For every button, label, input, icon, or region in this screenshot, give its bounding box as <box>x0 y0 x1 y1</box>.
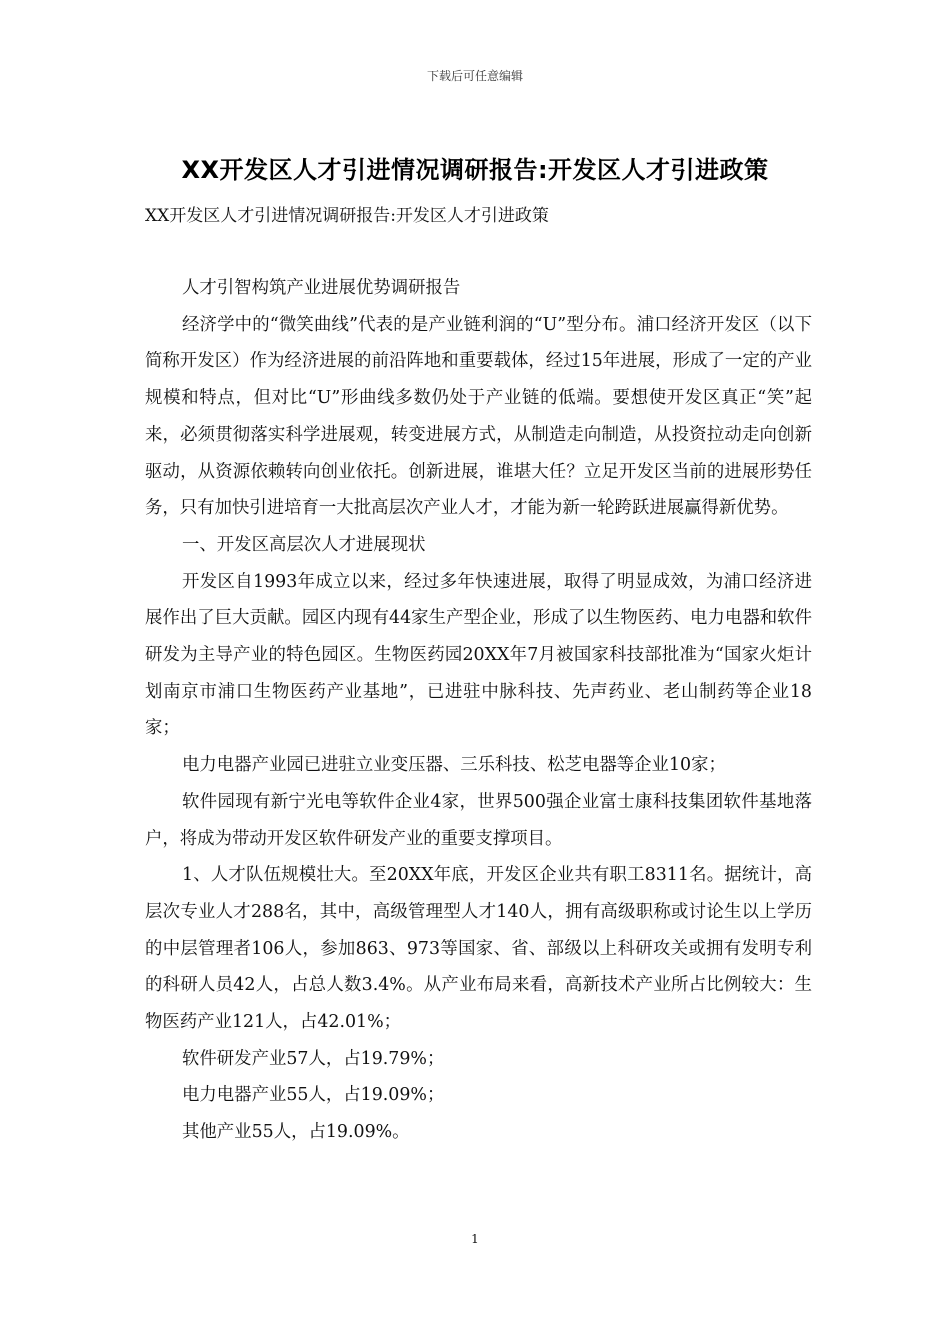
paragraph: 其他产业55人，占19.09%。 <box>182 1122 410 1143</box>
paragraph: 经济学中的“微笑曲线”代表的是产业链利润的“U”型分布。浦口经济开发区（以下简称开发区）作为经济进展的前沿阵地和重要载体，经过15年进展，形成了一定的产业规模和特点，但对比“U”形曲线多数仍处于产业链的低端。要想使开发区真正“笑”起来，必须贯彻落实科学进展观，转变进展方式，从制造走向制造，从投资拉动走向创新驱动，从资源依赖转向创业依托。创新进展，谁堪大任？立足开发区当前的进展形势任务，只有加快引进培育一大批高层次产业人才，才能为新一轮跨跃进展赢得新优势。 <box>145 314 812 519</box>
page-number: 1 <box>471 1232 479 1246</box>
section-heading: 一、开发区高层次人才进展现状 <box>182 534 426 555</box>
paragraph: 电力电器产业园已进驻立业变压器、三乐科技、松芝电器等企业10家； <box>182 755 726 776</box>
paragraph: 开发区自1993年成立以来，经过多年快速进展，取得了明显成效，为浦口经济进展作出了巨大贡献。园区内现有44家生产型企业，形成了以生物医药、电力电器和软件研发为主导产业的特色园区。生物医药园20XX年7月被国家科技部批准为“国家火炬计划南京市浦口生物医药产业基地”，已进驻中脉科技、先声药业、老山制药等企业18家； <box>145 571 812 739</box>
header-note: 下载后可任意编辑 <box>426 69 523 83</box>
paragraph: 软件园现有新宁光电等软件企业4家，世界500强企业富士康科技集团软件基地落户，将成为带动开发区软件研发产业的重要支撑项目。 <box>145 791 812 849</box>
report-heading: 人才引智构筑产业进展优势调研报告 <box>182 278 461 298</box>
paragraph: 1、人才队伍规模壮大。至20XX年底，开发区企业共有职工8311名。据统计，高层次专业人才288名，其中，高级管理型人才140人，拥有高级职称或讨论生以上学历的中层管理者106人，参加863、973等国家、省、部级以上科研攻关或拥有发明专利的科研人员42人，占总人数3.4%。从产业布局来看，高新技术产业所占比例较大：生物医药产业121人，占42.01%； <box>145 865 812 1033</box>
paragraph: 电力电器产业55人，占19.09%； <box>182 1085 445 1106</box>
paragraph: 软件研发产业57人，占19.79%； <box>182 1048 445 1069</box>
page-title: XX开发区人才引进情况调研报告:开发区人才引进政策 <box>181 156 769 184</box>
subtitle: XX开发区人才引进情况调研报告:开发区人才引进政策 <box>145 206 549 226</box>
body-text <box>145 270 812 1151</box>
